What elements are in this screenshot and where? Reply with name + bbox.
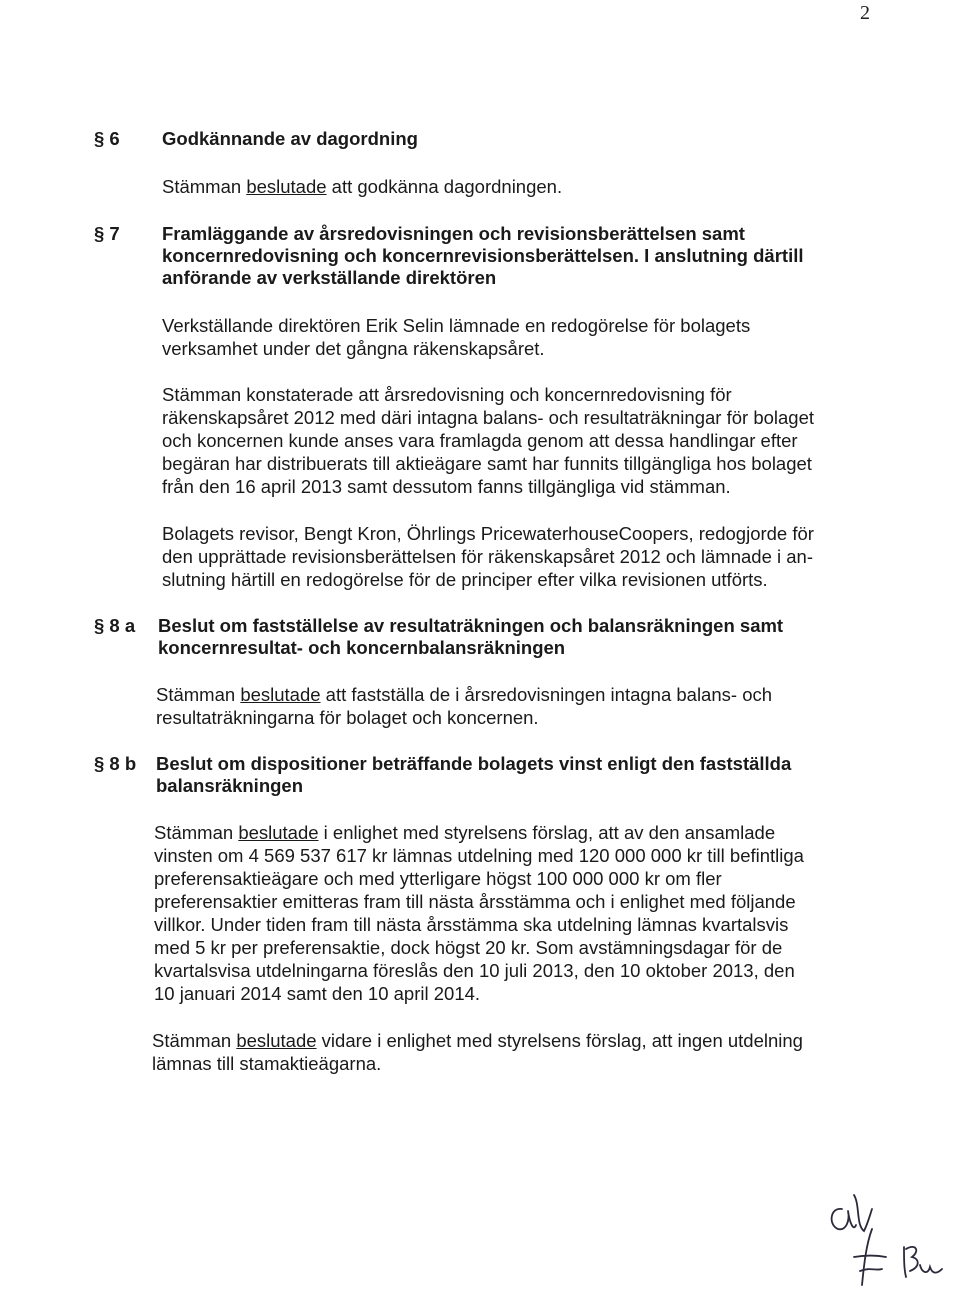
section-heading: Framläggande av årsredovisningen och revisionsberättelsen samt koncernredovisning och koncernrevisionsberättelsen. I anslutning därtill anförande av verkställande direktören xyxy=(162,223,804,288)
paragraph: Stämman beslutade att fastställa de i årsredovisningen intagna balans- och resultaträkningarna för bolaget och koncernen. xyxy=(156,684,773,728)
section-heading: Godkännande av dagordning xyxy=(162,128,418,149)
section-number: § 8 a xyxy=(94,615,136,636)
page-number: 2 xyxy=(860,2,870,24)
paragraph: Stämman beslutade i enlighet med styrelsens förslag, att av den ansamlade vinsten om 4 569 537 617 kr lämnas utdelning med 120 000 000 kr till befintliga preferensaktieägare och med ytterligare högst 100 000 000 kr om fler preferensaktier emitteras fram till nästa årsstämma och i enlighet med följande villkor. Under tiden fram till nästa årsstämma ska utdelning lämnas kvartalsvis med 5 kr per preferensaktie, dock högst 20 kr. Som avstämningsdagar för de kvartalsvisa utdelningarna föreslås den 10 juli 2013, den 10 oktober 2013, den 10 januari 2014 samt den 10 april 2014. xyxy=(154,822,804,1004)
section-heading: Beslut om fastställelse av resultaträkningen och balansräkningen samt koncernresultat- och koncernbalansräkningen xyxy=(158,615,784,658)
paragraph: Stämman konstaterade att årsredovisning och koncernredovisning för räkenskapsåret 2012 med däri intagna balans- och resultaträkningar för bolaget och koncernen kunde anses vara framlagda genom att dessa handlingar efter begäran har distribuerats till aktieägare samt har funnits tillgängliga hos bolaget från den 16 april 2013 samt dessutom fanns tillgängliga vid stämman. xyxy=(162,384,815,497)
section-heading: Beslut om dispositioner beträffande bolagets vinst enligt den fastställda balansräkningen xyxy=(156,753,792,796)
section-number: § 7 xyxy=(94,223,120,244)
handwritten-initials xyxy=(820,1185,960,1293)
section-number: § 6 xyxy=(94,128,120,149)
section-number: § 8 b xyxy=(94,753,137,774)
paragraph: Bolagets revisor, Bengt Kron, Öhrlings PricewaterhouseCoopers, redogjorde för den upprättade revisionsberättelsen för räkenskapsåret 2012 och lämnade i an- slutning härtill en redogörelse för de principer efter vilka revisionen utförts. xyxy=(162,523,814,590)
paragraph: Stämman beslutade att godkänna dagordningen. xyxy=(162,176,563,197)
paragraph: Verkställande direktören Erik Selin lämnade en redogörelse för bolagets verksamhet under det gångna räkenskapsåret. xyxy=(162,315,751,359)
paragraph: Stämman beslutade vidare i enlighet med styrelsens förslag, att ingen utdelning lämnas till stamaktieägarna. xyxy=(152,1030,803,1074)
